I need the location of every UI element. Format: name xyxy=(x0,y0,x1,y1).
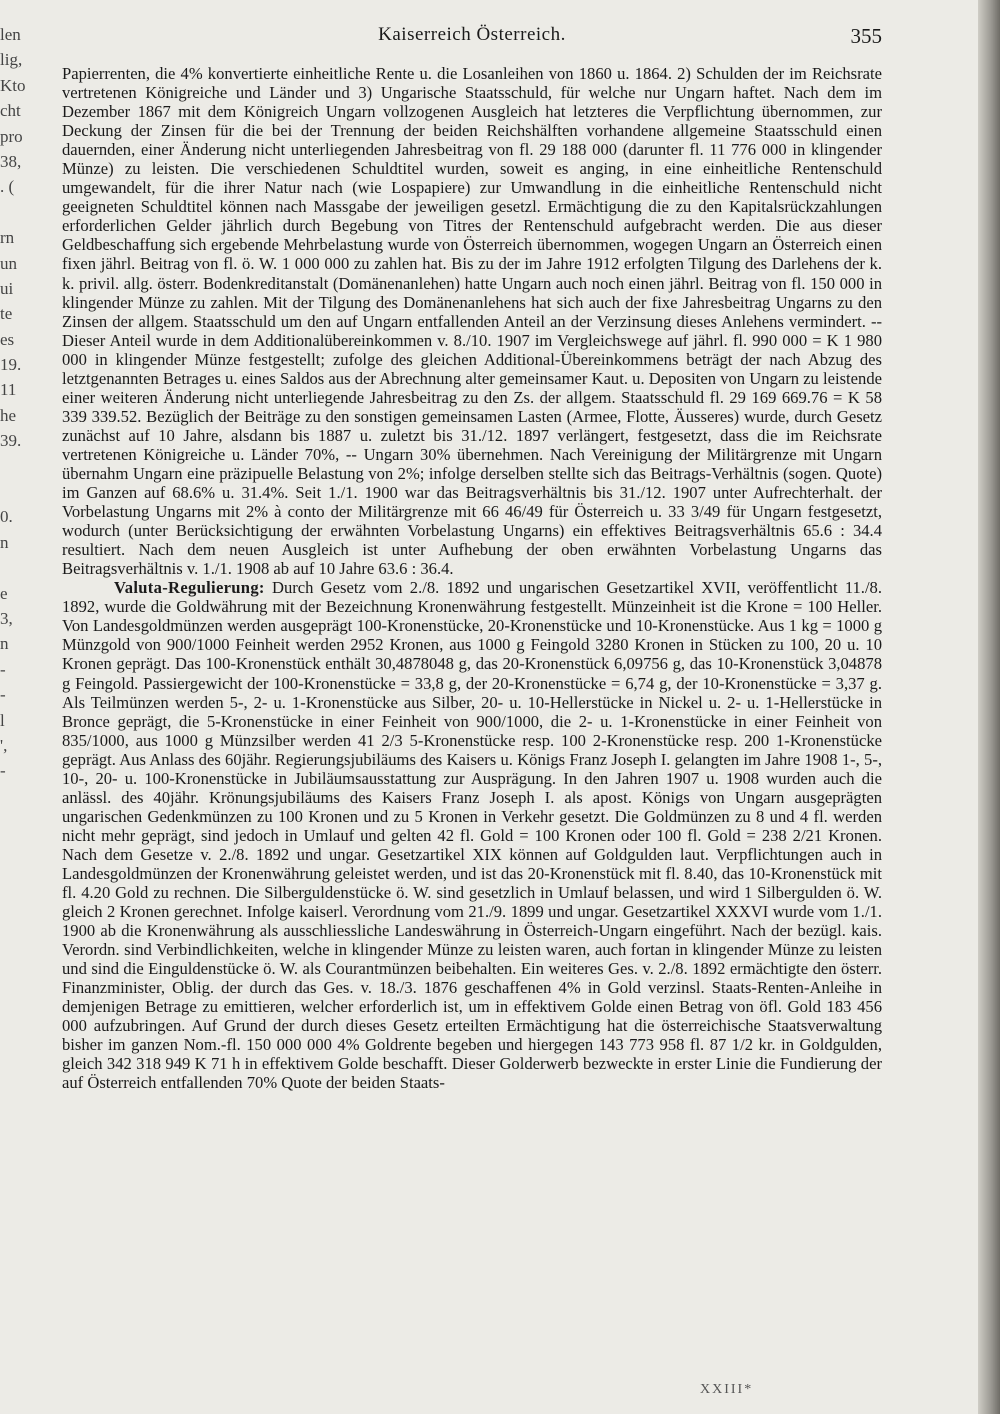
paragraph-body: Durch Gesetz vom 2./8. 1892 und ungarischen Gesetzartikel XVII, veröffentlicht 11./8. 1892, wurde die Goldwährung mit der Bezeichnung Kronenwährung festgestellt. Münzeinheit ist die Krone = 100 Heller. Von Landesgoldmünzen werden ausgeprägt 100-Kronenstücke, 20-Kronenstücke und 10-Kronenstücke. Aus 1 kg = 1000 g Münzgold von 900/1000 Feinheit werden 2952 Kronen, aus 1000 g Feingold 3280 Kronen in Stücken zu 100, 20 u. 10 Kronen geprägt. Das 100-Kronenstück enthält 30,4878048 g, das 20-Kronenstück 6,09756 g, das 10-Kronenstück 3,04878 g Feingold. Passiergewicht der 100-Kronenstücke = 33,8 g, der 20-Kronenstücke = 6,74 g, der 10-Kronenstücke = 3,37 g. Als Teilmünzen werden 5-, 2- u. 1-Kronenstücke aus Silber, 20- u. 10-Hellerstücke in Nickel u. 2- u. 1-Hellerstücke in Bronce geprägt, die 5-Kronenstücke in einer Feinheit von 900/1000, die 2- u. 1-Kronenstücke in einer Feinheit von 835/1000, aus 1000 g Münzsilber werden 41 2/3 5-Kronenstücke resp. 100 2-Kronenstücke resp. 200 1-Kronenstücke geprägt. Aus Anlass des 60jähr. Regierungsjubiläums des Kaisers u. Königs Franz Joseph I. gelangten im Jahre 1908 1-, 5-, 10-, 20- u. 100-Kronenstücke in Jubiläumsausstattung zur Ausprägung. In den Jahren 1907 u. 1908 wurden auch die anlässl. des 40jähr. Krönungsjubiläums des Kaisers Franz Joseph I. als apost. Königs von Ungarn ausgeprägten ungarischen Gedenkmünzen zu 100 Kronen und zu 5 Kronen in Verkehr gesetzt. Die Goldmünzen zu 8 und 4 fl. werden nicht mehr geprägt, sind jedoch in Umlauf und gelten 42 fl. Gold = 100 Kronen oder 100 fl. Gold = 238 2/21 Kronen. Nach dem Gesetze v. 2./8. 1892 und ungar. Gesetzartikel XIX können auf Goldgulden laut. Verpflichtungen auch in Landesgoldmünzen der Kronenwährung geleistet werden, und ist das 20-Kronenstück mit fl. 8.40, das 10-Kronenstück mit fl. 4.20 Gold zu rechnen. Die Silberguldenstücke ö. W. sind gesetzlich in Umlauf belassen, und wird 1 Silbergulden ö. W. gleich 2 Kronen gerechnet. Infolge kaiserl. Verordnung vom 21./9. 1899 und ungar. Gesetzartikel XXXVI wurde vom 1./1. 1900 ab die Kronenwährung als ausschliessliche Landeswährung in Österreich-Ungarn eingeführt. Nach der bezügl. kais. Verordn. sind Verbindlichkeiten, welche in klingender Münze zu leisten waren, auch fortan in klingender Münze zu leisten und sind die Einguldenstücke ö. W. als Courantmünzen beibehalten. Ein weiteres Ges. v. 2./8. 1892 ermächtigte den österr. Finanzminister, Oblig. der durch das Ges. v. 18./3. 1876 geschaffenen 4% in Gold verzinsl. Staats-Renten-Anleihe in demjenigen Betrage zu emittieren, welcher erforderlich ist, um in effektivem Golde einen Betrag von öfl. Gold 183 456 000 aufzubringen. Auf Grund der durch dieses Gesetz erteilten Ermächtigung hat die österreichische Staatsverwaltung bisher im ganzen Nom.-fl. 150 000 000 4% Goldrente begeben und hiergegen 143 773 958 fl. 87 1/2 kr. in Goldgulden, gleich 342 318 949 K 71 h in effektivem Golde beschafft. Dieser Golderwerb bezweckte in erster Linie die Fundierung der auf Österreich entfallenden 70% Quote der beiden Staats- xyxy=(62,578,882,1093)
margin-fragment: te xyxy=(0,304,13,324)
margin-fragment: 38, xyxy=(0,151,22,171)
margin-fragment: e xyxy=(0,583,8,603)
running-header xyxy=(62,24,882,54)
margin-fragment: he xyxy=(0,405,17,425)
margin-fragment: Kto xyxy=(0,75,26,95)
margin-fragment: 19. xyxy=(0,355,22,375)
paragraph-valuta-regulierung xyxy=(62,578,882,1092)
margin-fragment: - xyxy=(0,685,6,705)
margin-fragment: 39. xyxy=(0,431,22,451)
margin-fragment: . ( xyxy=(0,177,15,197)
margin-fragment: - xyxy=(0,761,6,781)
margin-fragment: cht xyxy=(0,101,21,121)
margin-fragment: rn xyxy=(0,228,15,248)
section-lead-heading: Valuta-Regulierung: xyxy=(114,578,265,598)
margin-fragment: ', xyxy=(0,735,8,755)
margin-fragment: lig, xyxy=(0,50,23,70)
margin-fragment: 3, xyxy=(0,608,13,628)
margin-fragment: 11 xyxy=(0,380,17,400)
margin-fragment: l xyxy=(0,710,5,730)
page-number: 355 xyxy=(850,24,882,48)
left-margin-fragments xyxy=(0,22,44,781)
running-title: Kaiserreich Österreich. xyxy=(378,24,566,45)
margin-fragment: n xyxy=(0,634,9,654)
paragraph-public-debt: Papierrenten, die 4% konvertierte einheitliche Rente u. die Losanleihen von 1860 u. 1864. 2) Schulden der im Reichsrate vertretenen Königreiche und Länder und 3) Ungarische Staatsschuld, für welche nur Ungarn haftet. Nach dem im Dezember 1867 mit dem Königreich Ungarn vollzogenen Ausgleich hat letzteres die Verpflichtung übernommen, zur Deckung der Zinsen für die bei der Trennung der beiden Reichshälften vorhandene allgemeine Staatsschuld einen dauernden, einer Änderung nicht unterliegenden Jahresbeitrag von fl. 29 188 000 (darunter fl. 11 776 000 in klingender Münze) zu leisten. Die verschiedenen Schuldtitel wurden, soweit es anging, in eine einheitliche Rentenschuld umgewandelt, für die ihrer Natur nach (wie Lospapiere) zur Umwandlung in die einheitliche Rentenschuld nicht geeigneten Schuldtitel können nach Massgabe der jeweiligen gesetzl. Ermächtigung die zu den Kapitalsrückzahlungen erforderlichen Gelder jährlich durch Begebung von Titres der Rentenschuld aufgebracht werden. Die aus dieser Geldbeschaffung sich ergebende Mehrbelastung wurde von Österreich übernommen, wogegen Ungarn an Österreich einen fixen jährl. Beitrag von fl. ö. W. 1 000 000 zu zahlen hat. Bis zu der im Jahre 1912 erfolgten Tilgung des Darlehens der k. k. privil. allg. österr. Bodenkreditanstalt (Domänenanlehen) hatte Ungarn auch noch einen jährl. Beitrag von fl. 150 000 in klingender Münze zu zahlen. Mit der Tilgung des Domänenanlehens hat sich auch der fixe Jahresbeitrag Ungarns zu den Zinsen der allgem. Staatsschuld um den auf Ungarn entfallenden Anteil an der Verzinsung dieses Anlehens vermindert. -- Dieser Anteil wurde in dem Additionalübereinkommen v. 8./10. 1907 im Vergleichswege auf jährl. fl. 990 000 = K 1 980 000 in klingender Münze festgestellt; zufolge des gleichen Additional-Übereinkommens beträgt der nach Abzug des letztgenannten Betrages u. eines Saldos aus der Abrechnung alter gemeinsamer Kaut. u. Depositen von Ungarn zu leistende einer weiteren Änderung nicht unterliegende Jahresbeitrag zu den Zs. der allgem. Staatsschuld fl. 29 169 669.76 = K 58 339 339.52. Bezüglich der Beiträge zu den sonstigen gemeinsamen Lasten (Armee, Flotte, Äusseres) wurde, durch Gesetz zunächst auf 10 Jahre, alsdann bis 1887 u. zuletzt bis 31./12. 1897 verlängert, festgesetzt, dass die im Reichsrate vertretenen Königreiche u. Länder 70%, -- Ungarn 30% übernehmen. Nach Vereinigung der Militärgrenze mit Ungarn übernahm Ungarn eine präzipuelle Belastung von 2%; infolge derselben stellte sich das Beitrags-Verhältnis (sogen. Quote) im Ganzen auf 68.6% u. 31.4%. Seit 1./1. 1900 war das Beitragsverhältnis bis 31./12. 1907 unter Aufrechterhalt. der Vorbelastung Ungarns mit 2% à conto der Militärgrenze mit 66 46/49 für Österreich u. 33 3/49 für Ungarn festgesetzt, wodurch (unter Berücksichtigung der erwähnten Vorbelastung Ungarns) ein effektives Beitragsverhältnis 65.6 : 34.4 resultiert. Nach dem neuen Ausgleich ist unter Aufhebung der oben erwähnten Vorbelastung Ungarns das Beitragsverhältnis v. 1./1. 1908 ab auf 10 Jahre 63.6 : 36.4. xyxy=(62,64,882,579)
margin-fragment: 0. xyxy=(0,507,13,527)
margin-fragment: es xyxy=(0,329,15,349)
signature-mark: XXIII* xyxy=(700,1382,754,1397)
margin-fragment: ui xyxy=(0,278,14,298)
margin-fragment: len xyxy=(0,25,21,44)
body-text xyxy=(62,64,882,1093)
margin-fragment: un xyxy=(0,253,17,273)
margin-fragment: - xyxy=(0,659,6,679)
margin-fragment: n xyxy=(0,532,9,552)
scan-shadow-edge xyxy=(978,0,1000,1414)
margin-fragment: pro xyxy=(0,126,23,146)
